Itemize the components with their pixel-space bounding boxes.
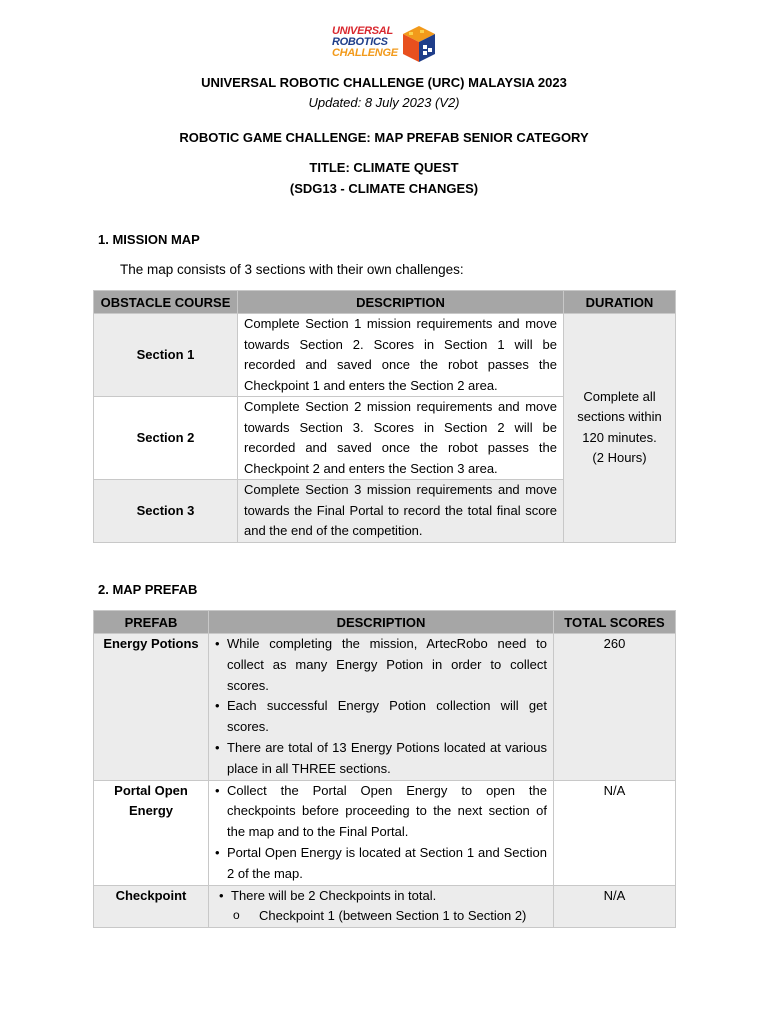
list-item: • Portal Open Energy is located at Section 1 and Section 2 of the map. xyxy=(215,843,547,885)
mission-map-intro: The map consists of 3 sections with their own challenges: xyxy=(120,262,464,277)
logo-cube-icon xyxy=(400,24,438,64)
table-row xyxy=(94,885,676,928)
updated-date: Updated: 8 July 2023 (V2) xyxy=(308,95,460,110)
table-row xyxy=(94,634,676,781)
section-description: Complete Section 3 mission requirements and move towards the Final Portal to record the total final score and the end of the competition. xyxy=(238,480,564,543)
duration-line: 120 minutes. xyxy=(582,429,657,445)
game-title: TITLE: CLIMATE QUEST xyxy=(309,160,459,175)
urc-logo xyxy=(330,24,440,64)
prefab-score: N/A xyxy=(554,885,676,928)
column-header: DESCRIPTION xyxy=(238,291,564,314)
mission-map-table xyxy=(93,290,676,543)
column-header: PREFAB xyxy=(94,611,209,634)
list-item: • Each successful Energy Potion collection will get scores. xyxy=(215,696,547,738)
map-prefab-table xyxy=(93,610,676,928)
list-item: • Collect the Portal Open Energy to open the checkpoints before proceeding to the next section of the map and to the Final Portal. xyxy=(215,781,547,843)
sub-list-item: o Checkpoint 1 (between Section 1 to Section 2) xyxy=(215,906,547,927)
prefab-name xyxy=(94,780,209,885)
list-item: • There are total of 13 Energy Potions located at various place in all THREE sections. xyxy=(215,738,547,780)
table-header-row xyxy=(94,611,676,634)
prefab-name-line: Portal Open xyxy=(114,782,188,798)
section-name: Section 1 xyxy=(94,314,238,397)
column-header: DURATION xyxy=(564,291,676,314)
prefab-score: 260 xyxy=(554,634,676,781)
duration-line: Complete all xyxy=(583,388,656,404)
table-row xyxy=(94,314,676,397)
list-item: • While completing the mission, ArtecRobo need to collect as many Energy Potion in order to collect scores. xyxy=(215,634,547,696)
duration-line: (2 Hours) xyxy=(592,450,647,466)
column-header: DESCRIPTION xyxy=(209,611,554,634)
prefab-name: Energy Potions xyxy=(94,634,209,781)
prefab-score: N/A xyxy=(554,780,676,885)
sdg-title: (SDG13 - CLIMATE CHANGES) xyxy=(289,181,479,196)
logo-word-challenge: CHALLENGE xyxy=(332,47,398,59)
map-prefab-heading: 2. MAP PREFAB xyxy=(98,582,198,597)
prefab-description xyxy=(209,634,554,781)
category-title: ROBOTIC GAME CHALLENGE: MAP PREFAB SENIOR CATEGORY xyxy=(179,130,589,145)
logo-word-universal: UNIVERSAL xyxy=(332,25,393,37)
section-name: Section 3 xyxy=(94,480,238,543)
mission-map-heading: 1. MISSION MAP xyxy=(98,232,200,247)
prefab-description xyxy=(209,780,554,885)
column-header: TOTAL SCORES xyxy=(554,611,676,634)
prefab-description xyxy=(209,885,554,928)
table-row xyxy=(94,780,676,885)
prefab-name-line: Energy xyxy=(128,803,174,819)
section-description: Complete Section 2 mission requirements and move towards Section 3. Scores in Section 2 will be recorded and saved once the robot passes the Checkpoint 2 and enters the Section 3 area. xyxy=(238,397,564,480)
column-header: OBSTACLE COURSE xyxy=(94,291,238,314)
prefab-name: Checkpoint xyxy=(94,885,209,928)
document-title: UNIVERSAL ROBOTIC CHALLENGE (URC) MALAYSIA 2023 xyxy=(201,75,567,90)
section-name: Section 2 xyxy=(94,397,238,480)
duration-line: sections within xyxy=(577,409,662,425)
logo-word-robotics: ROBOTICS xyxy=(332,36,388,48)
table-header-row xyxy=(94,291,676,314)
list-item: • There will be 2 Checkpoints in total. xyxy=(219,886,547,907)
duration-cell xyxy=(564,314,676,543)
section-description: Complete Section 1 mission requirements and move towards Section 2. Scores in Section 1 will be recorded and saved once the robot passes the Checkpoint 1 and enters the Section 2 area. xyxy=(238,314,564,397)
